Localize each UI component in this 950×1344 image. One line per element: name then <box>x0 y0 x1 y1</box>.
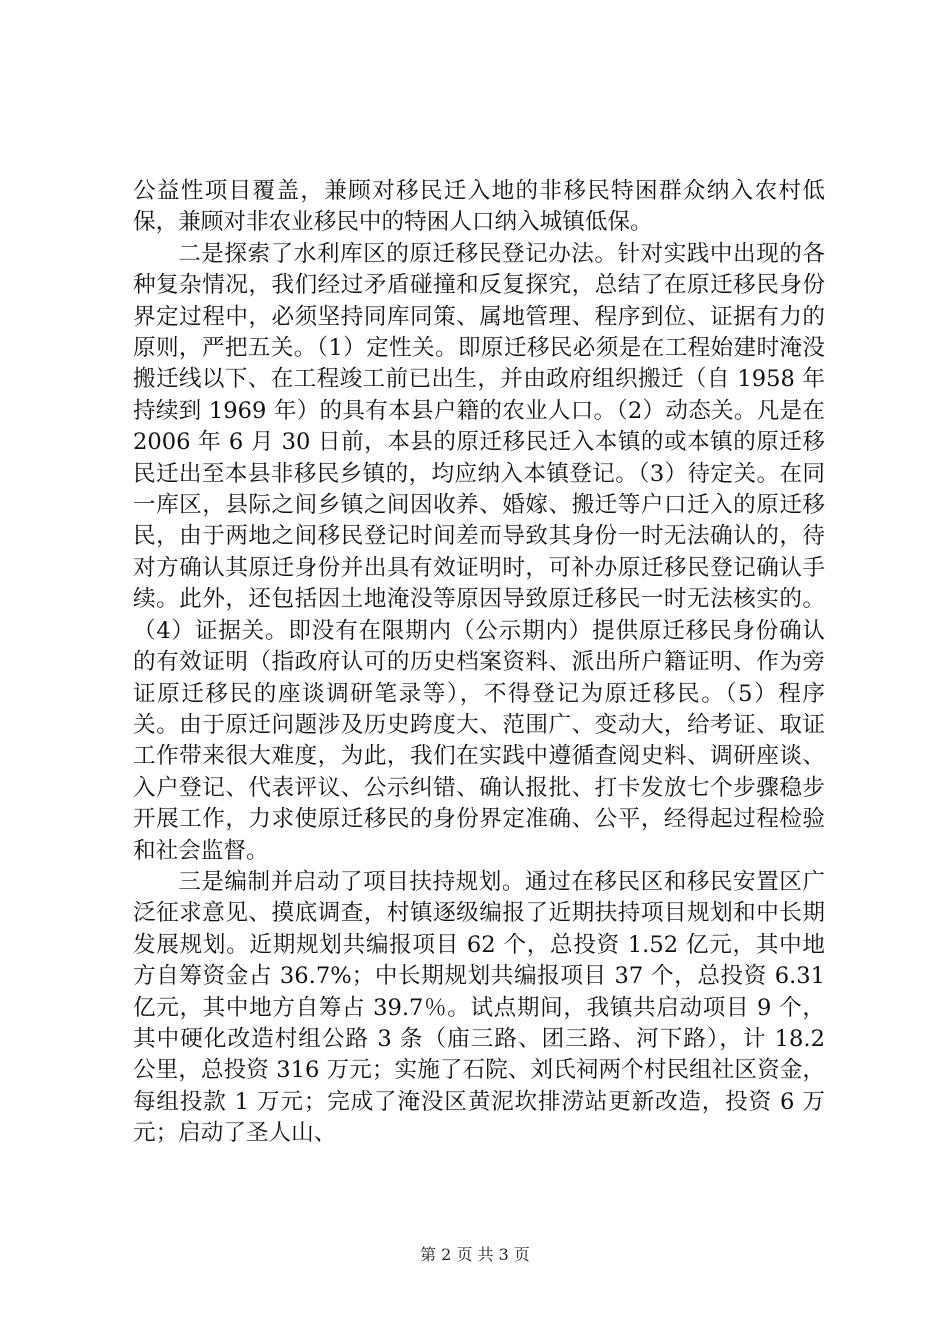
document-body <box>133 176 825 1150</box>
paragraph-2: 二是探索了水利库区的原迁移民登记办法。针对实践中出现的各种复杂情况，我们经过矛盾碰撞和反复探究，总结了在原迁移民身份界定过程中，必须坚持同库同策、属地管理、程序到位、证据有力的原则，严把五关。（1）定性关。即原迁移民必须是在工程始建时淹没搬迁线以下、在工程竣工前已出生，并由政府组织搬迁（自 1958 年持续到 1969 年）的具有本县户籍的农业人口。（2）动态关。凡是在 2006 年 6 月 30 日前，本县的原迁移民迁入本镇的或本镇的原迁移民迁出至本县非移民乡镇的，均应纳入本镇登记。（3）待定关。在同一库区，县际之间乡镇之间因收养、婚嫁、搬迁等户口迁入的原迁移民，由于两地之间移民登记时间差而导致其身份一时无法确认的，待对方确认其原迁身份并出具有效证明时，可补办原迁移民登记确认手续。此外，还包括因土地淹没等原因导致原迁移民一时无法核实的。（4）证据关。即没有在限期内（公示期内）提供原迁移民身份确认的有效证明（指政府认可的历史档案资料、派出所户籍证明、作为旁证原迁移民的座谈调研笔录等），不得登记为原迁移民。（5）程序关。由于原迁问题涉及历史跨度大、范围广、变动大，给考证、取证工作带来很大难度，为此，我们在实践中遵循查阅史料、调研座谈、入户登记、代表评议、公示纠错、确认报批、打卡发放七个步骤稳步开展工作，力求使原迁移民的身份界定准确、公平，经得起过程检验和社会监督。 <box>133 240 825 864</box>
paragraph-3: 三是编制并启动了项目扶持规划。通过在移民区和移民安置区广泛征求意见、摸底调查，村镇逐级编报了近期扶持项目规划和中长期发展规划。近期规划共编报项目 62 个，总投资 1.52 亿元，其中地方自筹资金占 36.7%；中长期规划共编报项目 37 个，总投资 6.31 亿元，其中地方自筹占 39.7％。试点期间，我镇共启动项目 9 个，其中硬化改造村组公路 3 条（庙三路、团三路、河下路），计 18.2 公里，总投资 316 万元；实施了石院、刘氏祠两个村民组社区资金，每组投款 1 万元；完成了淹没区黄泥坎排涝站更新改造，投资 6 万元；启动了圣人山、 <box>133 868 825 1147</box>
paragraph-1: 公益性项目覆盖，兼顾对移民迁入地的非移民特困群众纳入农村低保，兼顾对非农业移民中的特困人口纳入城镇低保。 <box>133 178 825 236</box>
page-footer <box>0 1245 950 1265</box>
page-number-label: 第 2 页 共 3 页 <box>420 1245 530 1264</box>
